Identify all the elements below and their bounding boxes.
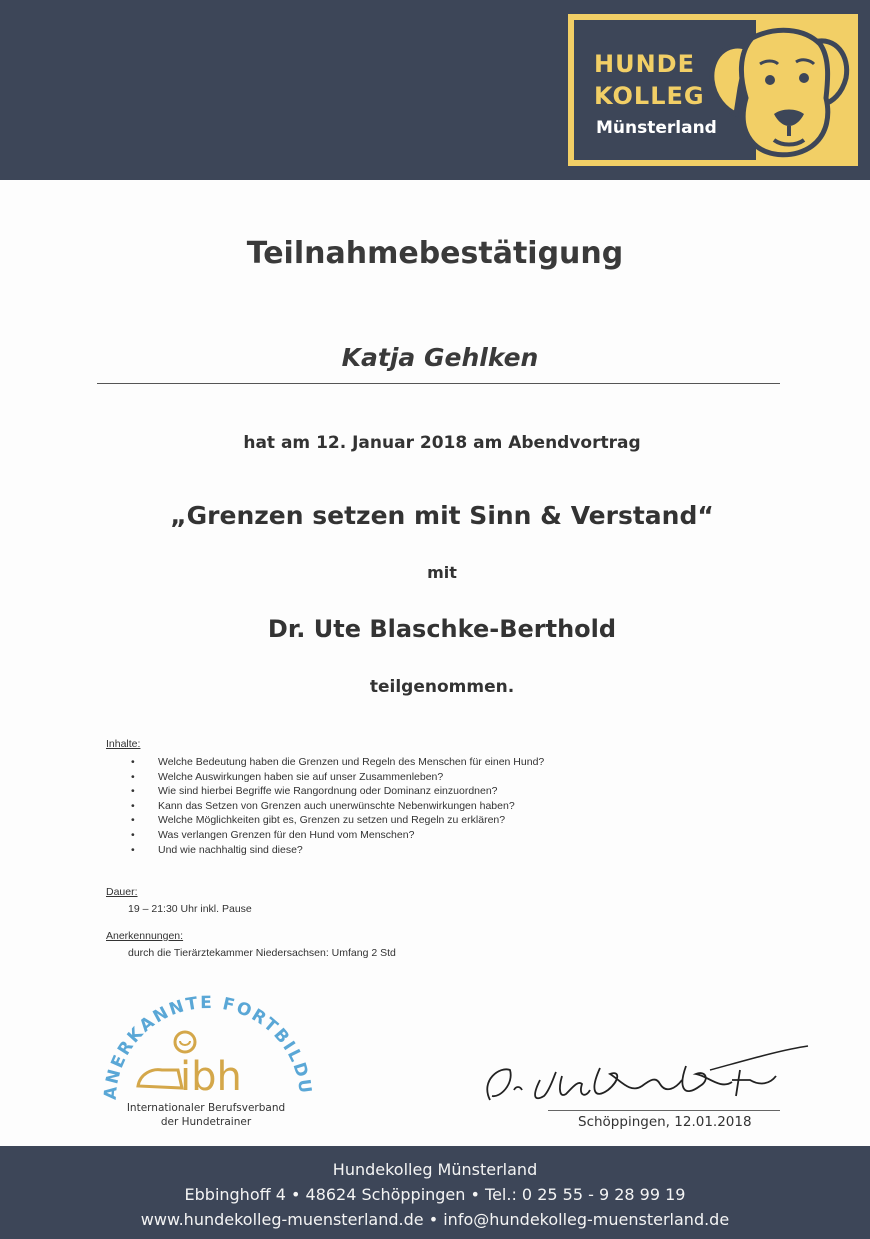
topic-text: Welche Möglichkeiten gibt es, Grenzen zu setzen und Regeln zu erklären? [158, 814, 506, 827]
badge-line-1: Internationaler Berufsverband [126, 1102, 286, 1114]
topic-text: Welche Auswirkungen haben sie auf unser Zusammenleben? [158, 770, 444, 783]
logo-line-3: Münsterland [596, 118, 717, 138]
participant-name: Katja Gehlken [341, 343, 539, 372]
header-band [0, 0, 870, 180]
list-item [131, 799, 544, 814]
page-title: Teilnahmebestätigung [246, 236, 624, 271]
logo-line-1: HUNDE [594, 50, 695, 78]
topics-list [131, 755, 544, 857]
footer-address: Ebbinghoff 4 • 48624 Schöppingen • Tel.: 0 25 55 - 9 28 99 19 [184, 1185, 686, 1204]
topic-text: Und wie nachhaltig sind diese? [158, 843, 303, 856]
with-label: mit [427, 563, 457, 582]
topic-text: Welche Bedeutung haben die Grenzen und Regeln des Menschen für einen Hund? [158, 756, 545, 768]
person-head-icon [175, 1032, 195, 1052]
topic-text: Kann das Setzen von Grenzen auch unerwünschte Nebenwirkungen haben? [158, 799, 515, 812]
bullet: • [131, 828, 135, 841]
hundekolleg-logo [568, 14, 858, 166]
dog-head-icon [696, 18, 854, 164]
place-and-date: Schöppingen, 12.01.2018 [578, 1114, 752, 1130]
duration-heading: Dauer: [106, 886, 138, 898]
participated-label: teilgenommen. [369, 677, 515, 697]
bullet: • [131, 770, 135, 783]
topic-text: Was verlangen Grenzen für den Hund vom Menschen? [158, 828, 415, 841]
list-item [131, 755, 544, 770]
event-title: „Grenzen setzen mit Sinn & Verstand“ [170, 501, 714, 530]
badge-line-2: der Hundetrainer [160, 1116, 252, 1128]
footer-org-name: Hundekolleg Münsterland [332, 1160, 538, 1179]
list-item [131, 828, 544, 843]
footer-band [0, 1146, 870, 1239]
list-item [131, 813, 544, 828]
list-item [131, 843, 544, 858]
list-item [131, 770, 544, 785]
list-item [131, 784, 544, 799]
recognition-heading: Anerkennungen: [106, 930, 184, 942]
bullet: • [131, 799, 135, 812]
date-line: hat am 12. Januar 2018 am Abendvortrag [243, 433, 641, 453]
logo-line-2: KOLLEG [594, 82, 705, 110]
bullet: • [131, 814, 135, 827]
ibh-mark: ibh [180, 1054, 242, 1100]
ibh-badge-logo [100, 988, 312, 1108]
bullet: • [131, 785, 135, 798]
footer-web-email: www.hundekolleg-muensterland.de • info@hundekolleg-muensterland.de [140, 1210, 730, 1229]
bullet: • [131, 843, 135, 856]
name-underline [97, 383, 780, 384]
duration-value: 19 – 21:30 Uhr inkl. Pause [128, 903, 252, 915]
bullet: • [131, 756, 135, 768]
topic-text: Wie sind hierbei Begriffe wie Rangordnung oder Dominanz einzuordnen? [158, 785, 498, 798]
recognition-value: durch die Tierärztekammer Niedersachsen: Umfang 2 Std [128, 947, 396, 959]
badge-arc-text: ANERKANNTE FORTBILD [100, 992, 312, 1101]
speaker-name: Dr. Ute Blaschke-Berthold [267, 615, 617, 643]
contents-heading: Inhalte: [106, 738, 141, 750]
signature-image [470, 1040, 810, 1110]
signature-line [548, 1110, 780, 1111]
ibh-badge [100, 988, 312, 1128]
dog-icon [138, 1070, 182, 1088]
